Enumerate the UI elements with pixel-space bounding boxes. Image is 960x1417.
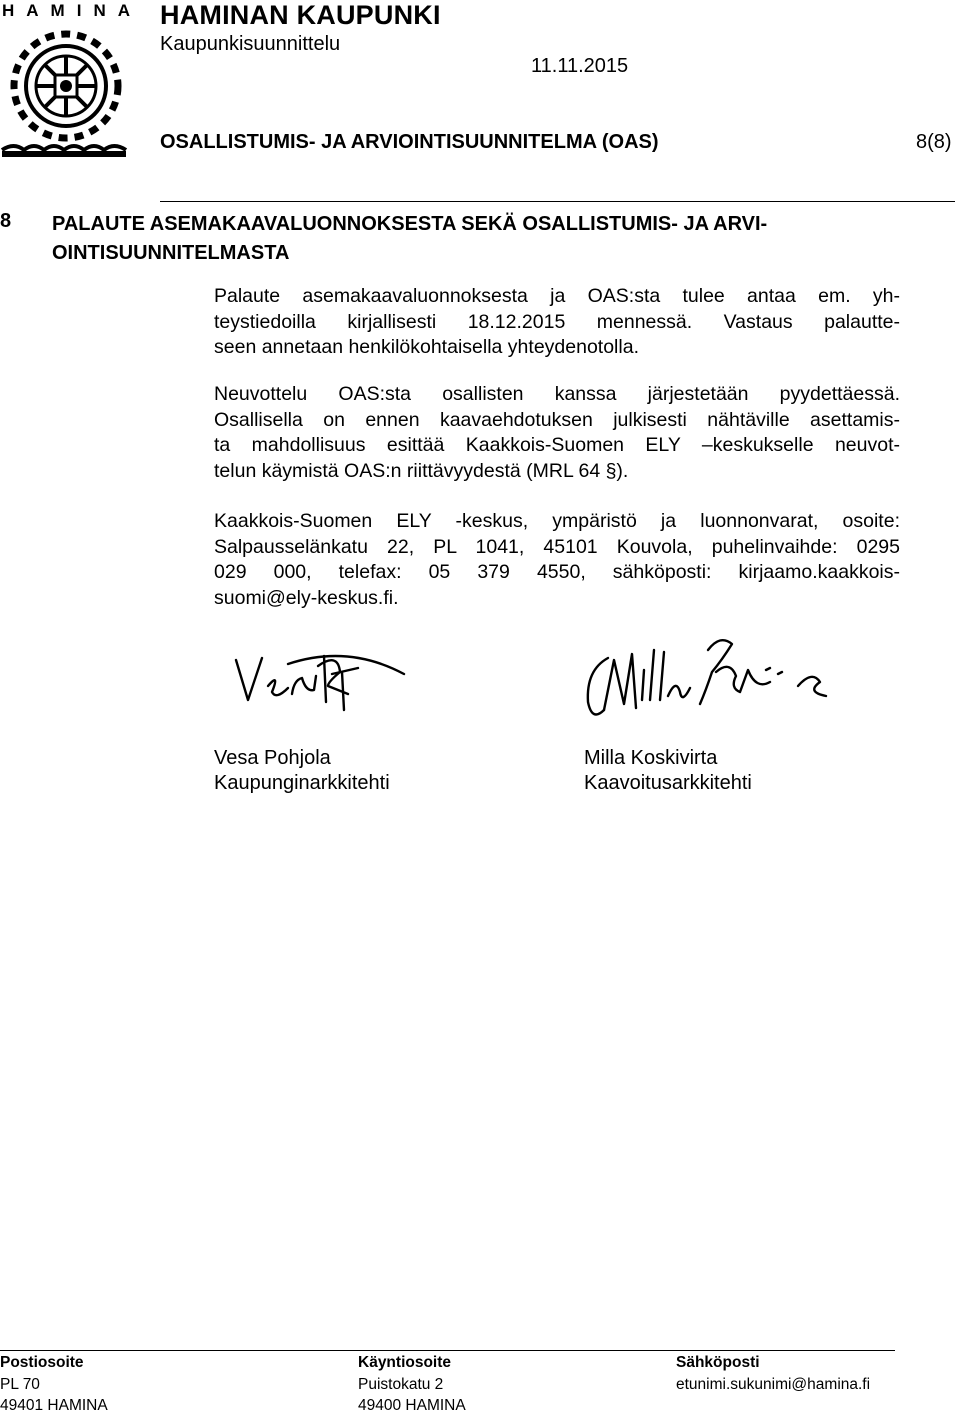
signer-2 bbox=[584, 746, 752, 796]
document-title: OSALLISTUMIS- JA ARVIOINTISUUNNITELMA (OAS) bbox=[160, 131, 659, 153]
footer-heading: Sähköposti bbox=[676, 1354, 760, 1371]
signer-name: Vesa Pohjola bbox=[214, 747, 331, 769]
paragraph-line: Palaute asemakaavaluonnoksesta ja OAS:sta tulee antaa em. yh- bbox=[214, 285, 900, 307]
paragraph-line: suomi@ely-keskus.fi. bbox=[214, 586, 399, 609]
svg-text:HAMINA: HAMINA bbox=[2, 1, 132, 20]
paragraph-line: ta mahdollisuus esittää Kaakkois-Suomen ELY –keskukselle neuvot- bbox=[214, 434, 900, 456]
paragraph-line: 029 000, telefax: 05 379 4550, sähköposti: kirjaamo.kaakkois- bbox=[214, 561, 900, 583]
footer-line: Puistokatu 2 bbox=[358, 1375, 444, 1393]
organization-name: HAMINAN KAUPUNKI bbox=[160, 0, 441, 30]
section-title-line: OINTISUUNNITELMASTA bbox=[52, 242, 290, 264]
signer-name: Milla Koskivirta bbox=[584, 747, 718, 769]
paragraph-line: teystiedoilla kirjallisesti 18.12.2015 mennessä. Vastaus palautte- bbox=[214, 310, 900, 333]
page-number: 8(8) bbox=[916, 131, 952, 153]
footer-visiting-address bbox=[358, 1352, 466, 1417]
paragraph-line: Salpausselänkatu 22, PL 1041, 45101 Kouvola, puhelinvaihde: 0295 bbox=[214, 535, 900, 558]
paragraph-line: telun käymistä OAS:n riittävyydestä (MRL 64 §). bbox=[214, 459, 629, 482]
section-number: 8 bbox=[0, 210, 12, 232]
city-logo bbox=[0, 0, 132, 160]
section-title-line: PALAUTE ASEMAKAAVALUONNOKSESTA SEKÄ OSALLISTUMIS- JA ARVI- bbox=[52, 213, 768, 235]
footer-line: 49400 HAMINA bbox=[358, 1397, 466, 1414]
section-title bbox=[52, 210, 767, 268]
paragraph-line: seen annetaan henkilökohtaisella yhteydenotolla. bbox=[214, 336, 639, 358]
paragraph-ely-contact bbox=[214, 509, 900, 611]
paragraph-line: Kaakkois-Suomen ELY -keskus, ympäristö ja luonnonvarat, osoite: bbox=[214, 510, 900, 532]
footer-postal-address bbox=[0, 1352, 108, 1417]
paragraph-line: Osallisella on ennen kaavaehdotuksen julkisesti nähtäville asettamis- bbox=[214, 408, 900, 431]
paragraph-feedback bbox=[214, 284, 900, 361]
signer-1 bbox=[214, 746, 390, 796]
document-date: 11.11.2015 bbox=[531, 55, 629, 77]
footer-heading: Postiosoite bbox=[0, 1354, 84, 1371]
paragraph-negotiation bbox=[214, 382, 900, 484]
signer-title: Kaupunginarkkitehti bbox=[214, 772, 390, 794]
footer-line: 49401 HAMINA bbox=[0, 1397, 108, 1414]
footer-line: PL 70 bbox=[0, 1375, 40, 1393]
email-link[interactable]: etunimi.sukunimi@hamina.fi bbox=[676, 1375, 871, 1393]
signature-milla-koskivirta bbox=[580, 630, 850, 730]
header-rule bbox=[160, 201, 955, 202]
paragraph-line: Neuvottelu OAS:sta osallisten kanssa järjestetään pyydettäessä. bbox=[214, 383, 900, 405]
footer-rule bbox=[0, 1350, 895, 1351]
signer-title: Kaavoitusarkkitehti bbox=[584, 772, 752, 794]
footer-heading: Käyntiosoite bbox=[358, 1354, 452, 1371]
department-name: Kaupunkisuunnittelu bbox=[160, 33, 341, 55]
footer-email bbox=[676, 1352, 870, 1395]
signature-vesa-pohjola bbox=[228, 642, 408, 717]
